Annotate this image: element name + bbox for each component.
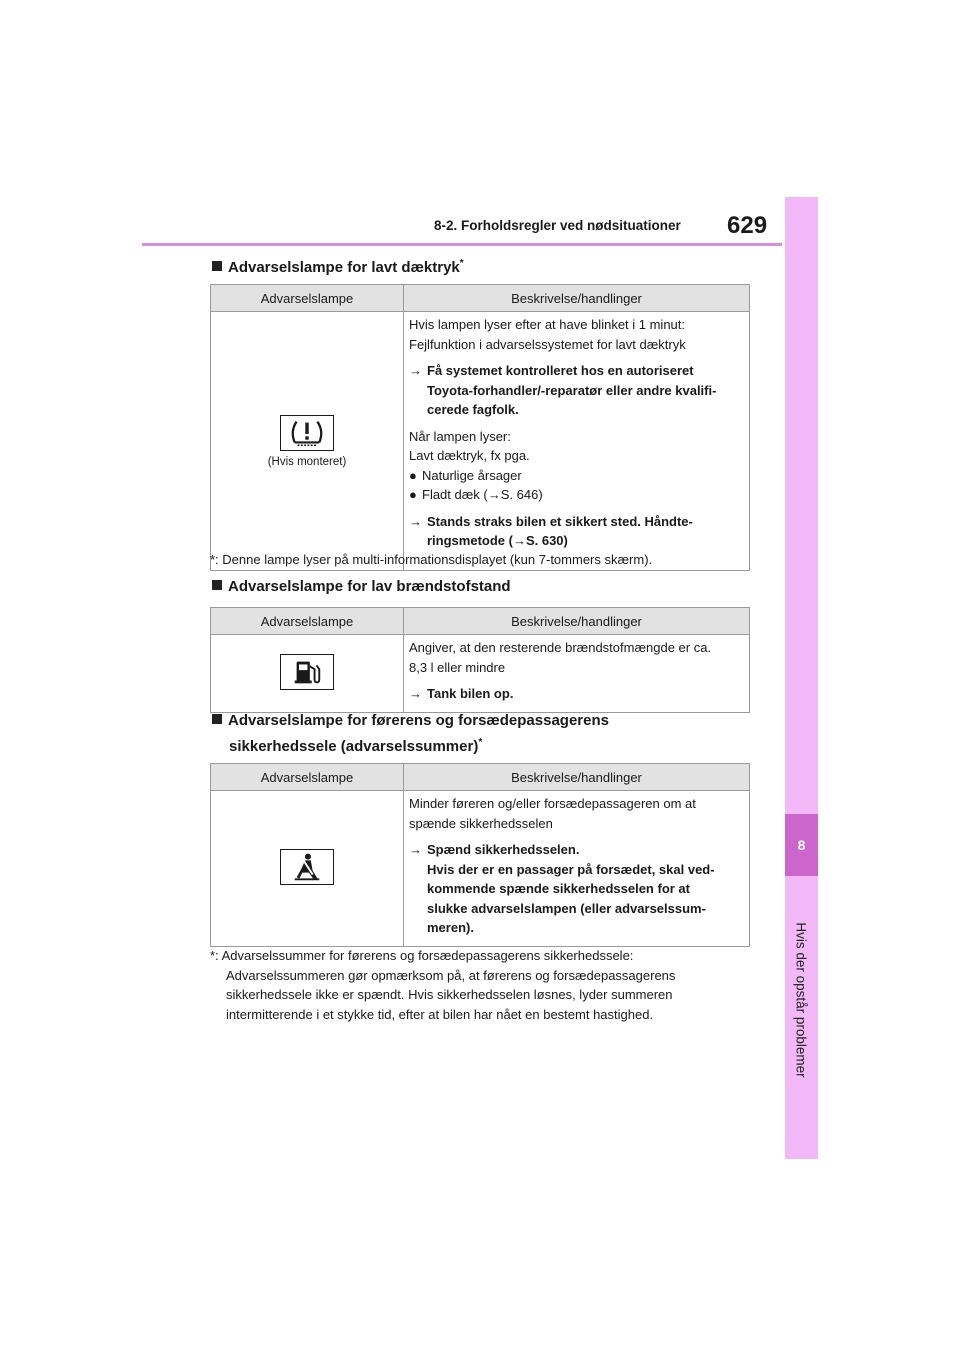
page-number: 629 [727,212,768,239]
seatbelt-table [210,763,750,947]
arrow-right-icon: → [409,686,422,701]
fuel-table [210,607,750,713]
square-bullet-icon [212,714,222,724]
tire-pressure-table [210,284,750,571]
footnote-seatbelt: *: Advarselssummer for førerens og forsædepassagerens sikkerhedssele: Advarselssummeren gør opmærksom på, at førerens og forsædepassagerens sikkerhedssele ikke er spændt. Hvis sikkerhedsselen løsnes, lyder summeren intermitterende i et stykke tid, efter at bilen har nået en bestemt hastighed. [210,948,676,1022]
column-header-lamp: Advarselslampe [211,764,404,791]
square-bullet-icon [212,580,222,590]
chapter-number: 8 [797,837,806,853]
arrow-right-icon: → [409,363,422,378]
action-item: → Tank bilen op. [409,684,744,704]
seatbelt-warning-icon [280,849,334,885]
action-item: → Spænd sikkerhedsselen. Hvis der er en passager på forsædet, skal ved- kommende spænde sikkerhedsselen for at slukke advarselslampen (eller advarselssum- meren). [409,840,744,938]
icon-caption: (Hvis monteret) [267,455,347,468]
action-item: → Få systemet kontrolleret hos en autoriseret Toyota-forhandler/-reparatør eller andre kvalifi- cerede fagfolk. [409,361,744,420]
column-header-lamp: Advarselslampe [211,608,404,635]
icon-cell [211,312,404,571]
tire-pressure-warning-icon [280,415,334,451]
footnote-tire-pressure: *: Denne lampe lyser på multi-informationsdisplayet (kun 7-tommers skærm). [210,552,653,567]
icon-cell [211,635,404,713]
header-rule [142,243,782,246]
round-bullet-icon: ● [409,487,417,502]
arrow-right-icon: → [409,513,422,529]
description-cell: Minder føreren og/eller forsædepassageren om at spænde sikkerhedsselen → Spænd sikkerhedsselen. Hvis der er en passager på forsædet, skal ved- kommende spænde sikkerhedsselen for at slukke advarselslampen (eller advarselssum- meren). [404,791,750,947]
column-header-description: Beskrivelse/handlinger [404,764,750,791]
bullet-item: ● Fladt dæk (→S. 646) [409,485,744,505]
chapter-number-box [785,814,818,876]
description-cell: Angiver, at den resterende brændstofmængde er ca. 8,3 l eller mindre → Tank bilen op. [404,635,750,713]
section-heading-fuel: Advarselslampe for lav brændstofstand [212,576,511,598]
square-bullet-icon [212,261,222,271]
round-bullet-icon: ● [409,467,417,483]
chapter-label: Hvis der opstår problemer [793,922,809,1078]
description-cell: Hvis lampen lyser efter at have blinket i 1 minut: Fejlfunktion i advarselssystemet for lavt dæktryk → Få systemet kontrolleret hos en autoriseret Toyota-forhandler/-reparatør eller andre kvalifi- cerede fagfolk. Når lampen lyser: Lavt dæktryk, fx pga. ● Naturlige årsager ● Fladt dæk (→S. 646) → Stands straks bilen et sikkert sted. Håndte- ringsmetode (→S. 630) [404,312,750,571]
column-header-lamp: Advarselslampe [211,285,404,312]
bullet-item: ● Naturlige årsager [409,466,744,486]
icon-cell [211,791,404,947]
action-item: → Stands straks bilen et sikkert sted. Håndte- ringsmetode (→S. 630) [409,512,744,551]
column-header-description: Beskrivelse/handlinger [404,608,750,635]
section-heading-tire-pressure: Advarselslampe for lavt dæktryk* [212,253,464,279]
column-header-description: Beskrivelse/handlinger [404,285,750,312]
arrow-right-icon: → [409,842,422,857]
section-heading-seatbelt: Advarselslampe for førerens og forsædepassagerens sikkerhedssele (advarselssummer)* [212,710,609,758]
fuel-pump-icon [280,654,334,690]
section-header: 8-2. Forholdsregler ved nødsituationer [434,218,681,233]
